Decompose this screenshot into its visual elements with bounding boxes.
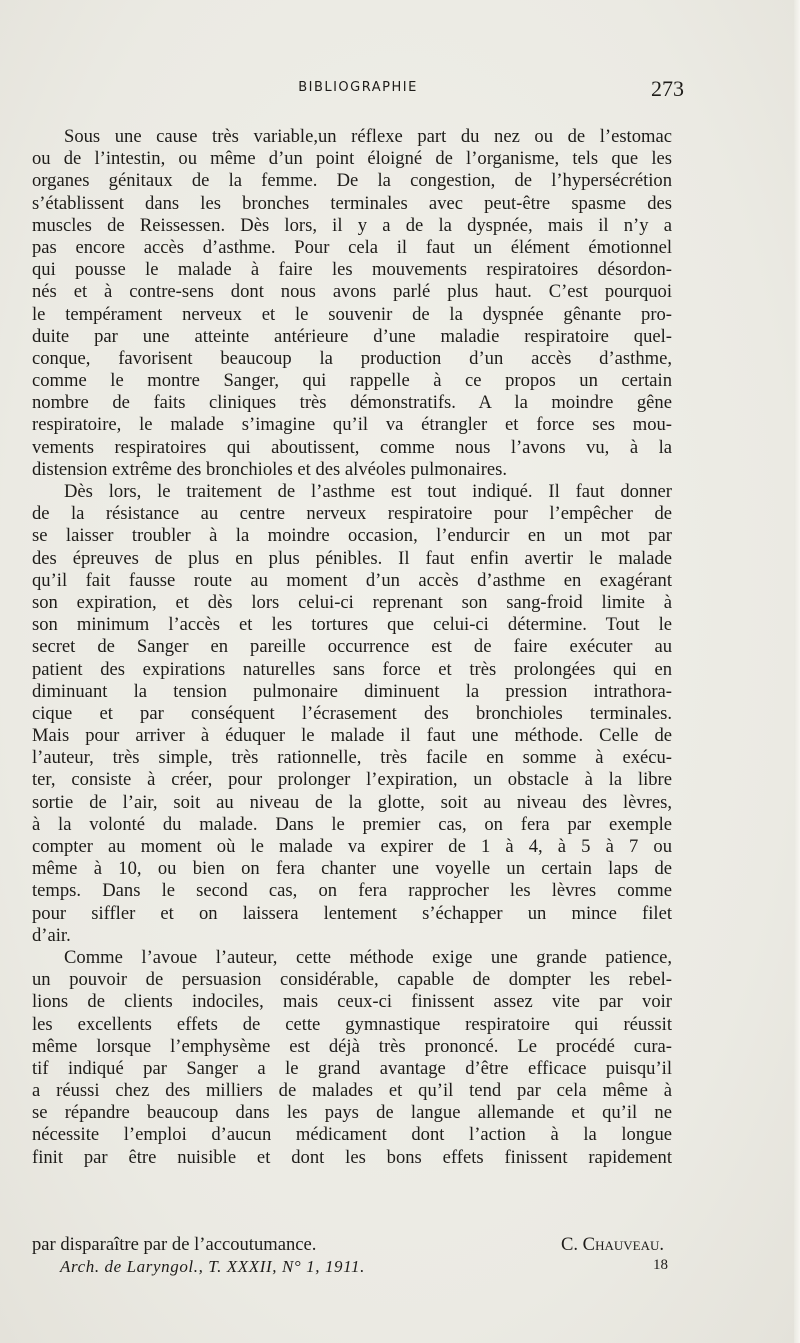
text-line: des épreuves de plus en plus pénibles. Il faut enfin avertir le malade xyxy=(32,547,672,569)
text-line: lions de clients indociles, mais ceux-ci finissent assez vite par voir xyxy=(32,991,672,1013)
text-line: a réussi chez des milliers de malades et qu’il tend par cela même à xyxy=(32,1080,672,1102)
text-line: Sous une cause très variable,un réflexe part du nez ou de l’estomac xyxy=(64,126,672,147)
text-line: se répandre beaucoup dans les pays de langue allemande et qu’il ne xyxy=(32,1102,672,1124)
text-line: vements respiratoires qui aboutissent, comme nous l’avons vu, à la xyxy=(32,436,672,458)
text-line: d’air. xyxy=(32,924,71,946)
text-line: duite par une atteinte antérieure d’une maladie respiratoire quel- xyxy=(32,325,672,347)
text-line: son expiration, et dès lors celui-ci reprenant son sang-froid limite à xyxy=(32,591,672,613)
text-line: nombre de faits cliniques très démonstratifs. A la moindre gêne xyxy=(32,392,672,414)
closing-sentence: par disparaître par de l’accoutumance. xyxy=(32,1234,317,1255)
text-line: s’établissent dans les bronches terminales avec peut-être spasme des xyxy=(32,192,672,214)
closing-line xyxy=(32,1234,672,1256)
text-line: temps. Dans le second cas, on fera rapprocher les lèvres comme xyxy=(32,880,672,902)
text-line: se laisser troubler à la moindre occasion, l’endurcir en un mot par xyxy=(32,525,672,547)
text-line: Comme l’avoue l’auteur, cette méthode exige une grande patience, xyxy=(64,946,672,968)
text-line: qu’il fait fausse route au moment d’un accès d’asthme en exagérant xyxy=(32,569,672,591)
page-footer xyxy=(60,1257,672,1279)
text-line: diminuant la tension pulmonaire diminuent la pression intrathora- xyxy=(32,680,672,702)
text-line: nés et à contre-sens dont nous avons parlé plus haut. C’est pourquoi xyxy=(32,281,672,303)
text-line: finit par être nuisible et dont les bons effets finissent rapidement xyxy=(32,1146,672,1168)
text-line: pas encore accès d’asthme. Pour cela il faut un élément émotionnel xyxy=(32,236,672,258)
page-number: 273 xyxy=(651,76,684,101)
signature-mark: 18 xyxy=(653,1257,668,1273)
text-line: même à 10, ou bien on fera chanter une voyelle un certain laps de xyxy=(32,858,672,880)
text-line: pour siffler et on laissera lentement s’échapper un mince filet xyxy=(32,902,672,924)
text-line: sortie de l’air, soit au niveau de la glotte, soit au niveau des lèvres, xyxy=(32,791,672,813)
text-line: même lorsque l’emphysème est déjà très prononcé. Le procédé cura- xyxy=(32,1035,672,1057)
text-line: un pouvoir de persuasion considérable, capable de dompter les rebel- xyxy=(32,969,672,991)
page-header xyxy=(32,76,684,100)
text-line: organes génitaux de la femme. De la congestion, de l’hypersécrétion xyxy=(32,170,672,192)
text-line: Mais pour arriver à éduquer le malade il faut une méthode. Celle de xyxy=(32,725,672,747)
text-line: respiratoire, le malade s’imagine qu’il va étrangler et force ses mou- xyxy=(32,414,672,436)
text-line: l’auteur, très simple, très rationnelle, très facile en somme à exécu- xyxy=(32,747,672,769)
text-line: le tempérament nerveux et le souvenir de la dyspnée gênante pro- xyxy=(32,303,672,325)
text-line: nécessite l’emploi d’aucun médicament dont l’action à la longue xyxy=(32,1124,672,1146)
review-author: C. Chauveau. xyxy=(560,1234,664,1255)
text-line: ou de l’intestin, ou même d’un point éloigné de l’organisme, tels que les xyxy=(32,148,672,170)
text-line: conque, favorisent beaucoup la production d’un accès d’asthme, xyxy=(32,347,672,369)
text-line: de la résistance au centre nerveux respiratoire pour l’empêcher de xyxy=(32,503,672,525)
text-line: qui pousse le malade à faire les mouvements respiratoires désordon- xyxy=(32,259,672,281)
text-line: muscles de Reissessen. Dès lors, il y a de la dyspnée, mais il n’y a xyxy=(32,214,672,236)
journal-reference: Arch. de Laryngol., T. XXXII, N° 1, 1911. xyxy=(60,1257,365,1276)
text-line: compter au moment où le malade va expirer de 1 à 4, à 5 à 7 ou xyxy=(32,836,672,857)
text-line: ter, consiste à créer, pour prolonger l’expiration, un obstacle à la libre xyxy=(32,769,672,791)
text-line: comme le montre Sanger, qui rappelle à ce propos un certain xyxy=(32,370,672,392)
text-line: secret de Sanger en pareille occurrence est de faire exécuter au xyxy=(32,636,672,658)
text-line: tif indiqué par Sanger a le grand avantage d’être efficace puisqu’il xyxy=(32,1057,672,1079)
running-title: BIBLIOGRAPHIE xyxy=(298,80,418,95)
page-edge xyxy=(794,0,800,1343)
text-line: les excellents effets de cette gymnastique respiratoire qui réussit xyxy=(32,1013,672,1035)
text-line: patient des expirations naturelles sans force et très prolongées qui en xyxy=(32,658,672,680)
body-text xyxy=(32,126,672,1169)
text-line: son minimum l’accès et les tortures que celui-ci détermine. Tout le xyxy=(32,614,672,636)
text-line: cique et par conséquent l’écrasement des bronchioles terminales. xyxy=(32,702,672,724)
text-line: distension extrême des bronchioles et des alvéoles pulmonaires. xyxy=(32,458,508,480)
text-line: à la volonté du malade. Dans le premier cas, on fera par exemple xyxy=(32,813,672,835)
text-line: Dès lors, le traitement de l’asthme est tout indiqué. Il faut donner xyxy=(64,481,672,502)
